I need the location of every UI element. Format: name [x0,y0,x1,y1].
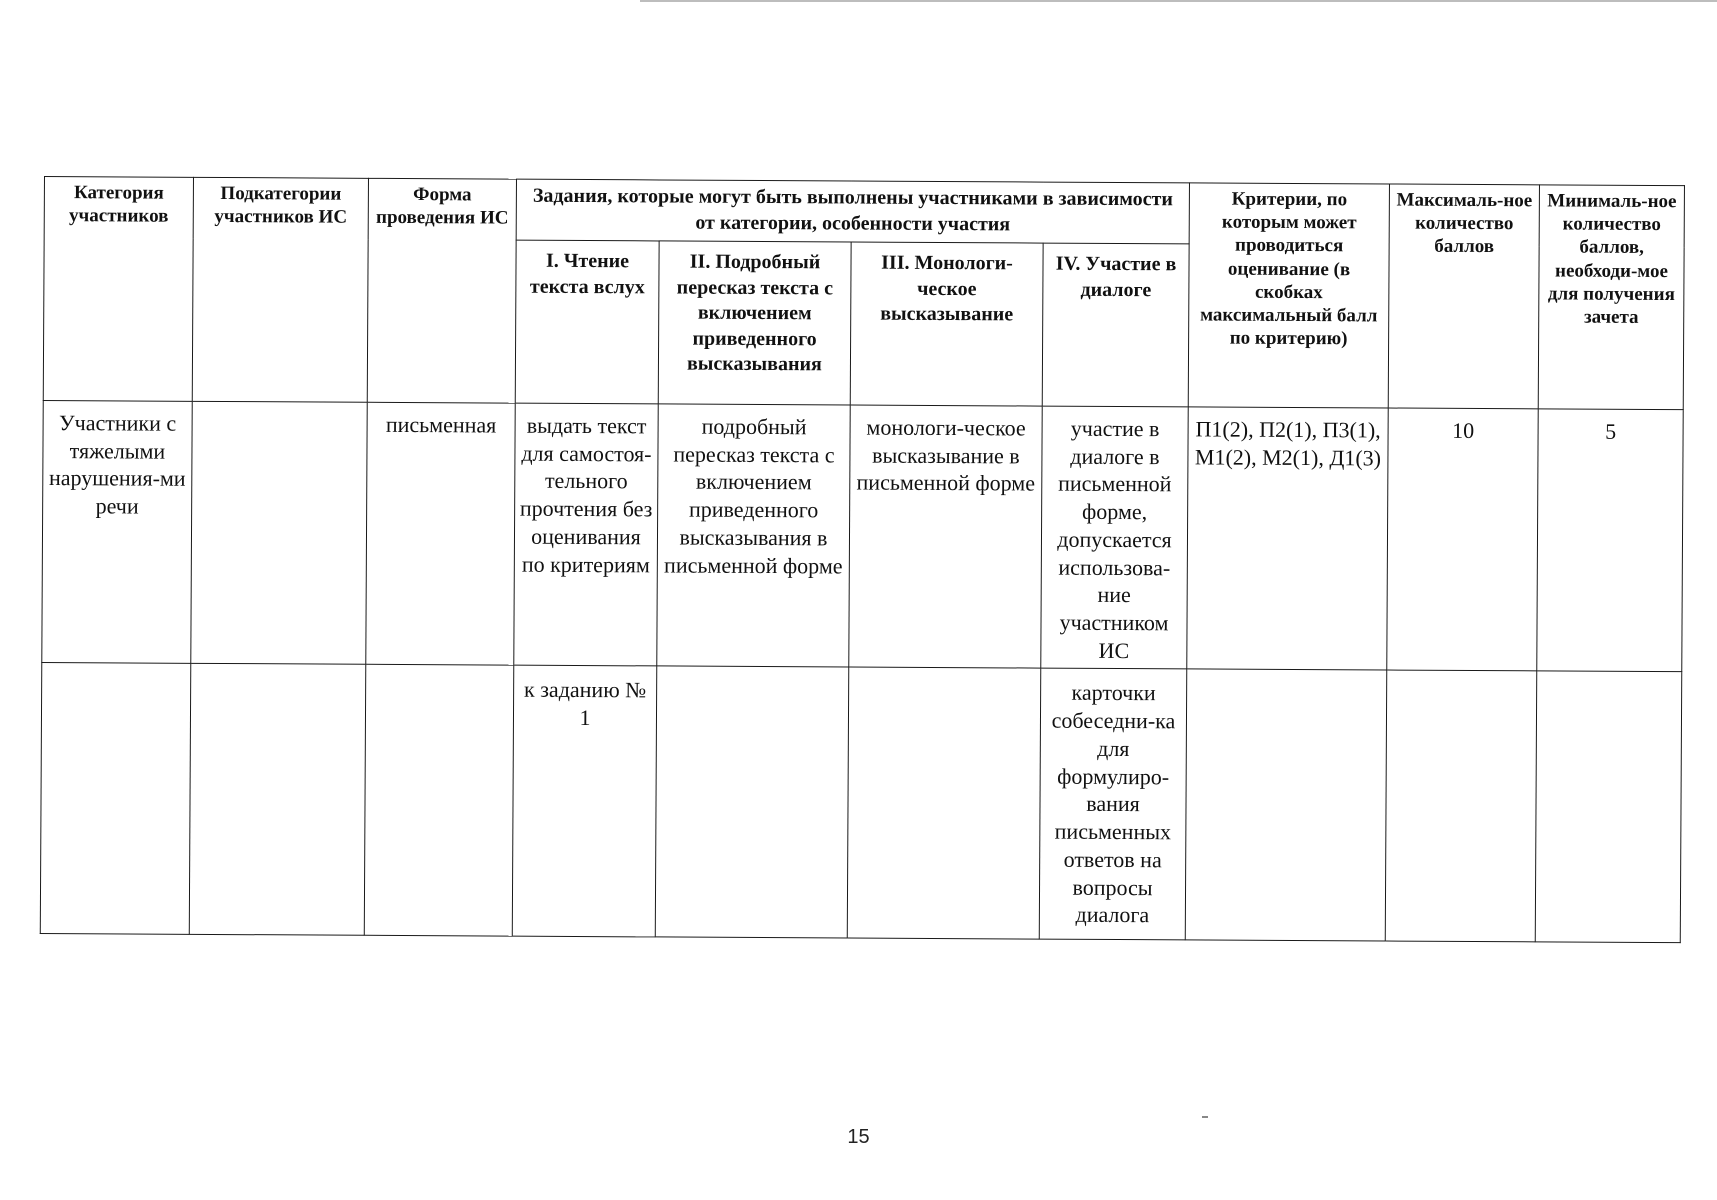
scan-speck [1202,1116,1208,1118]
cell-criteria: П1(2), П2(1), П3(1), М1(2), М2(1), Д1(3) [1187,407,1388,671]
top-edge-rule [640,0,1717,2]
cell-min-score [1535,671,1682,943]
header-subcategory: Подкатегории участников ИС [192,177,368,402]
cell-task-2: подробный пересказ текста с включением приведенного высказывания в письменной форме [657,404,850,668]
page-number: 15 [847,1126,870,1148]
cell-subcategory [191,401,367,664]
cell-form [364,665,514,937]
cell-category: Участники с тяжелыми нарушения-ми речи [42,400,192,663]
header-task-3: III. Монологи-ческое высказывание [850,242,1043,406]
cell-task-3 [847,667,1041,939]
document-page [40,176,1685,944]
cell-task-1: к заданию № 1 [512,666,657,938]
assessment-table [40,176,1685,944]
cell-category [40,663,191,935]
header-tasks: Задания, которые могут быть выполнены участниками в зависимости от категории, особенности участия [516,179,1189,244]
cell-task-1: выдать текст для самостоя-тельного прочтения без оценивания по критериям [514,403,658,666]
cell-form: письменная [366,402,515,665]
header-task-1: I. Чтение текста вслух [515,240,659,404]
header-form: Форма проведения ИС [367,178,516,403]
header-task-2: II. Подробный пересказ текста с включением приведенного высказывания [658,241,851,405]
table-row [40,663,1682,943]
cell-min-score: 5 [1537,409,1683,672]
table-header-row [44,177,1684,247]
header-criteria: Критерии, по которым может проводиться оценивание (в скобках максимальный балл по критерию) [1188,183,1389,408]
cell-subcategory [189,664,366,936]
cell-max-score: 10 [1387,408,1538,671]
cell-task-2 [655,666,849,938]
cell-task-4: карточки собеседни-ка для формулиро-вания письменных ответов на вопросы диалога [1039,669,1187,941]
header-category: Категория участников [43,177,193,402]
header-task-4: IV. Участие в диалоге [1042,243,1189,407]
cell-task-3: монологи-ческое высказывание в письменной форме [849,405,1042,669]
cell-max-score [1385,670,1537,942]
header-max-score: Максималь-ное количество баллов [1388,184,1539,409]
header-min-score: Минималь-ное количество баллов, необходи-мое для получения зачета [1538,185,1684,410]
cell-criteria [1185,669,1387,941]
cell-task-4: участие в диалоге в письменной форме, допускается использова-ние участником ИС [1041,406,1188,669]
table-row [42,400,1683,672]
